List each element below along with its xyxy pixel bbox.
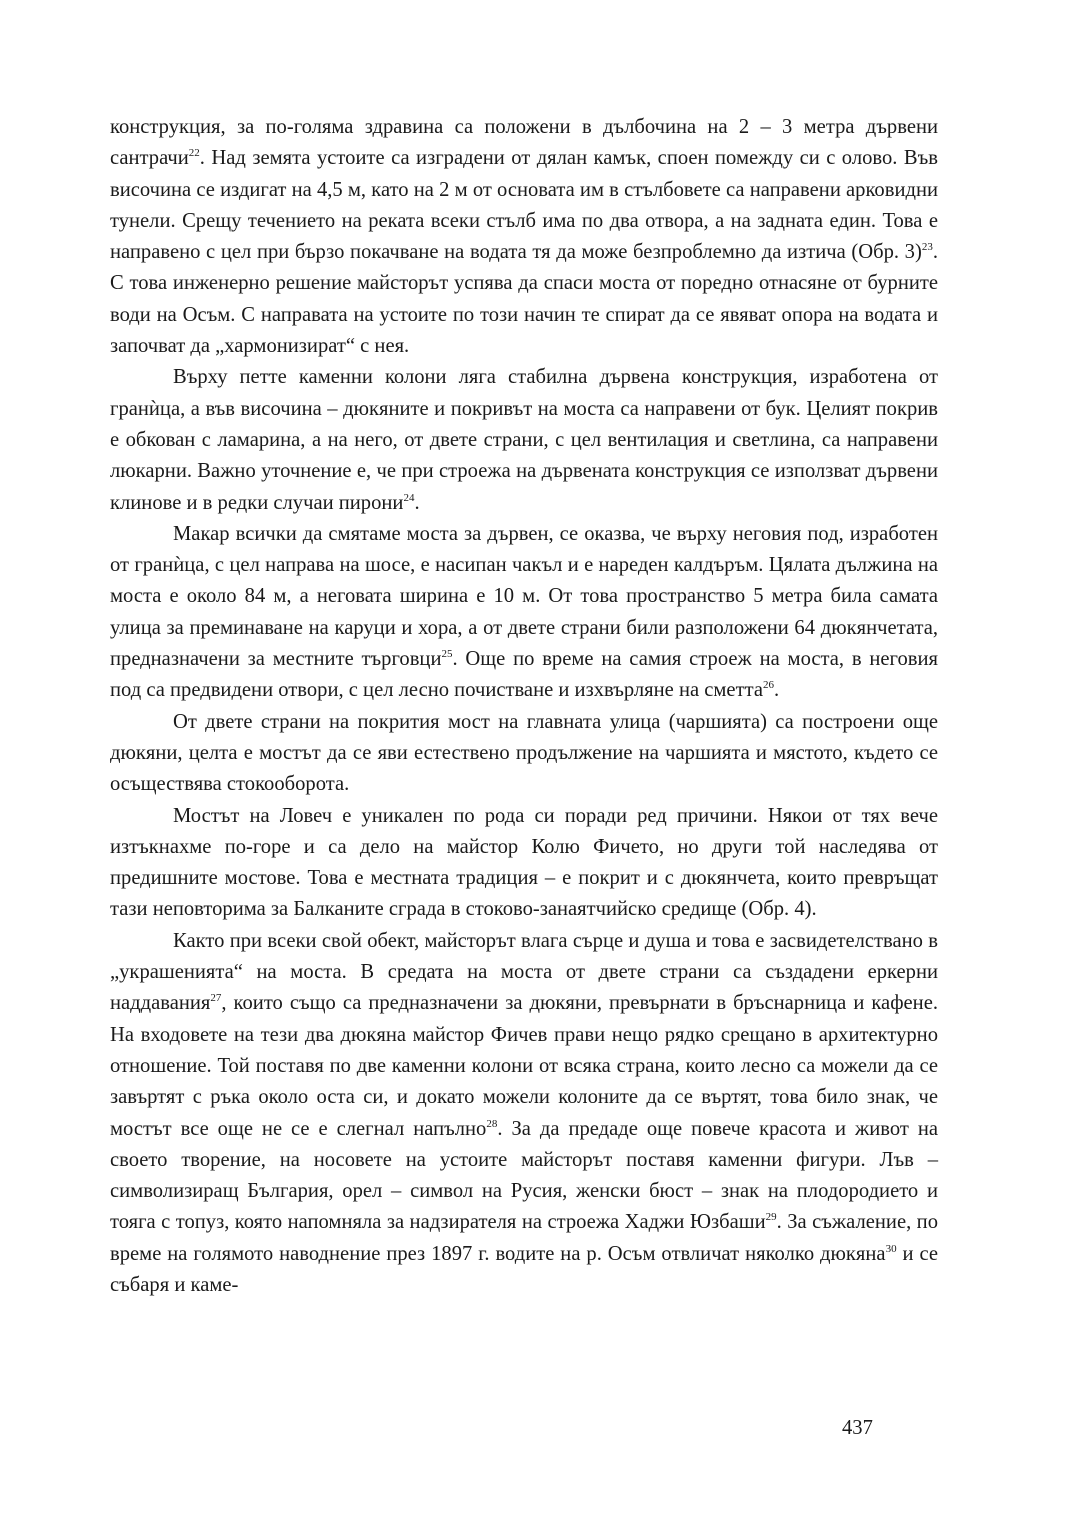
text-run: . За да предаде още повече красота и живот на своето творение, на носовете на устоите майсторът поставя каменни фигури. Лъв – символизиращ България, орел – символ на Русия, женски бюст – знак на плодородието и тояга с топуз, която напомняла за надзирателя на строежа Хаджи Юзбаши	[110, 1117, 938, 1234]
paragraph	[110, 519, 938, 707]
paragraph	[110, 801, 938, 926]
page-number: 437	[842, 1417, 873, 1439]
footnote-ref: 27	[210, 992, 222, 1005]
text-run: конструкция, за по-голяма здравина са положени в дълбочина на 2 – 3 метра дървени сантрачи	[110, 116, 938, 170]
footnote-ref: 24	[403, 491, 415, 504]
footnote-ref: 25	[441, 648, 453, 661]
text-run: . С това инженерно решение майсторът успява да спаси моста от поредно отнасяне от бурните води на Осъм. С направата на устоите по този начин те спират да се явяват опора на водата и започват да „хармонизират“ с нея.	[110, 241, 938, 358]
text-run: . За съжаление, по време на голямото наводнение през 1897 г. водите на р. Осъм отвличат няколко дюкяна	[110, 1211, 938, 1265]
text-run: . Още по време на самия строеж на моста, в неговия под са предвидени отвори, с цел лесно почистване и изхвърляне на сметта	[110, 648, 938, 702]
footnote-ref: 30	[885, 1242, 897, 1255]
text-run: Макар всички да смятаме моста за дървен, се оказва, че върху неговия под, изработен от гранѝца, с цел направа на шосе, е насипан чакъл и е нареден калдъръм. Цялата дължина на моста е около 84 м, а неговата ширина е 10 м. От това пространство 5 метра била самата улица за преминаване на каруци и хора, а от двете страни били разположени 64 дюкянчетата, предназначени за местните търговци	[110, 522, 938, 671]
footnote-ref: 29	[765, 1211, 777, 1224]
paragraph	[110, 926, 938, 1302]
text-run: Мостът на Ловеч е уникален по рода си поради ред причини. Някои от тях вече изтъкнахме по-горе и са дело на майстор Колю Фичето, но други той наследява от предишните мостове. Това е местната традиция – е покрит и с дюкянчета, които превръщат тази неповторима за Балканите сграда в стоково-занаятчийско средище (Обр. 4).	[110, 804, 938, 921]
footnote-ref: 28	[486, 1117, 498, 1130]
paragraph	[110, 362, 938, 518]
text-run: и се събаря и каме-	[110, 1242, 938, 1296]
text-run: Както при всеки свой обект, майсторът влага сърце и душа и това е засвидетелствано в „украшенията“ на моста. В средата на моста от двете страни са създадени еркерни наддавания	[110, 929, 938, 1015]
text-run: .	[414, 491, 420, 514]
paragraph	[110, 707, 938, 801]
text-run: .	[773, 679, 780, 702]
footnote-ref: 23	[921, 241, 933, 254]
text-run: , които също са предназначени за дюкяни, превърнати в бръснарница и кафене. На входовете на тези два дюкяна майстор Фичев прави нещо рядко срещано в архитектурно отношение. Той поставя по две каменни колони от всяка страна, които лесно са можели да се завъртят с ръка около оста си, и докато можели колоните да се въртят, това било знак, че мостът все още не се е слегнал напълно	[110, 992, 938, 1140]
paragraph	[110, 112, 938, 362]
text-run: От двете страни на покрития мост на главната улица (чаршията) са построени още дюкяни, целта е мостът да се яви естествено продължение на чаршията и мястото, където се осъществява стокооборота.	[110, 710, 938, 796]
text-run: Върху петте каменни колони ляга стабилна дървена конструкция, изработена от гранѝца, а във височина – дюкяните и покривът на моста са направени от бук. Целият покрив е обкован с ламарина, а на него, от двете страни, с цел вентилация и светлина, са направени люкарни. Важно уточнение е, че при строежа на дървената конструкция се използват дървени клинове и в редки случаи пирони	[110, 366, 938, 514]
text-run: . Над земята устоите са изградени от дялан камък, споен помежду си с олово. Във височина се издигат на 4,5 м, като на 2 м от основата им в стълбовете са направени арковидни тунели. Срещу течението на реката всеки стълб има по два отвора, а на задната един. Това е направено с цел при бързо покачване на водата тя да може безпроблемно да изтича (Обр. 3)	[110, 147, 938, 264]
body-text	[110, 112, 938, 1301]
footnote-ref: 26	[762, 679, 774, 692]
footnote-ref: 22	[188, 147, 200, 160]
